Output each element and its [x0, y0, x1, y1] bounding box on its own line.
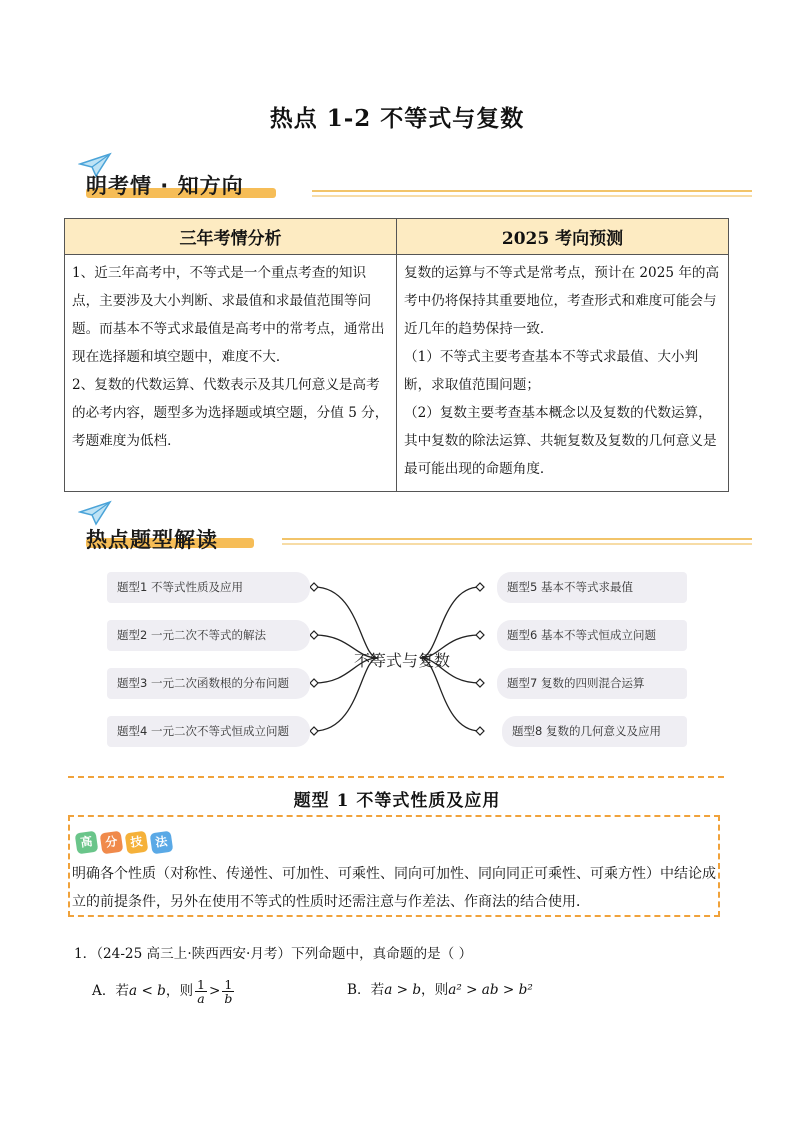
mindmap-center: 不等式与复数 [353, 651, 450, 670]
fraction-numerator: 1 [222, 978, 234, 992]
option-condition: a < b [129, 983, 166, 999]
option-conclusion: a² > ab > b² [448, 982, 533, 998]
paper-plane-icon [78, 500, 112, 526]
fraction-denominator: b [224, 991, 233, 1006]
tip-tags [76, 831, 176, 853]
mindmap-node-type4: 题型4 一元二次不等式恒成立问题 [107, 716, 310, 747]
option-label: B．若 [347, 982, 385, 998]
mindmap-node-type2: 题型2 一元二次不等式的解法 [107, 620, 310, 651]
fraction-denominator: a [197, 991, 205, 1006]
option-condition: a > b [384, 982, 422, 998]
problem-stem: 1．（24-25 高三上·陕西西安·月考）下列命题中，真命题的是（ ） [74, 946, 473, 962]
fraction-one-over-b [222, 978, 234, 1005]
mindmap-node-type3: 题型3 一元二次函数根的分布问题 [107, 668, 310, 699]
mindmap-node-type5: 题型5 基本不等式求最值 [497, 572, 687, 603]
section-heading: 明考情 · 知方向 [86, 174, 244, 198]
dashed-divider [68, 776, 724, 778]
option-b[interactable] [347, 978, 533, 998]
analysis-paragraph: 2、复数的代数运算、代数表示及其几何意义是高考的必考内容，题型多为选择题或填空题，分值 5 分，考题难度为低档． [72, 377, 389, 449]
forecast-cell [397, 255, 729, 492]
fraction-numerator: 1 [197, 977, 205, 992]
forecast-paragraph: （1）不等式主要考查基本不等式求最值、大小判断，求取值范围问题； [404, 349, 699, 393]
tip-text: 明确各个性质（对称性、传递性、可加性、可乘性、同向可加性、同向同正可乘性、可乘方性）中结论成立的前提条件，另外在使用不等式的性质时还需注意与作差法、作商法的结合使用． [72, 866, 716, 910]
section-heading: 热点题型解读 [86, 528, 218, 552]
analysis-cell [65, 255, 397, 492]
analysis-paragraph: 1、近三年高考中，不等式是一个重点考查的知识点，主要涉及大小判断、求最值和求最值范围等问题。而基本不等式求最值是高考中的常考点，通常出现在选择题和填空题中，难度不大． [72, 265, 385, 365]
tip-tag: 技 [125, 831, 149, 855]
mindmap-node-type8: 题型8 复数的几何意义及应用 [502, 716, 687, 747]
tip-tag: 高 [75, 831, 99, 855]
question-type-title: 题型 1 不等式性质及应用 [293, 791, 501, 811]
forecast-paragraph: 复数的运算与不等式是常考点，预计在 2025 年的高考中仍将保持其重要地位，考查形式和难度可能会与近几年的趋势保持一致． [404, 265, 720, 337]
mindmap-node-type7: 题型7 复数的四则混合运算 [497, 668, 687, 699]
mindmap-node-type1: 题型1 不等式性质及应用 [107, 572, 310, 603]
section-banner-hot-topics [72, 500, 752, 560]
tip-tag: 分 [100, 831, 124, 855]
table-header-forecast: 2025 考向预测 [397, 219, 729, 255]
decorative-lines [312, 190, 752, 200]
option-a[interactable] [92, 978, 236, 1005]
option-label: A．若 [92, 983, 130, 999]
mindmap-node-type6: 题型6 基本不等式恒成立问题 [497, 620, 687, 651]
decorative-lines [282, 538, 752, 548]
page-title: 热点 1-2 不等式与复数 [269, 105, 525, 132]
fraction-one-over-a [195, 978, 207, 1005]
option-then: ，则 [421, 982, 449, 998]
forecast-paragraph: （2）复数主要考查基本概念以及复数的代数运算，其中复数的除法运算、共轭复数及复数的几何意义是最可能出现的命题角度． [404, 405, 717, 477]
table-header-analysis: 三年考情分析 [65, 219, 397, 255]
tip-tag: 法 [150, 831, 174, 855]
greater-than-sign: > [209, 983, 221, 999]
option-then: ，则 [165, 983, 194, 999]
section-banner-exam-trend [72, 152, 752, 212]
analysis-table [64, 218, 729, 492]
